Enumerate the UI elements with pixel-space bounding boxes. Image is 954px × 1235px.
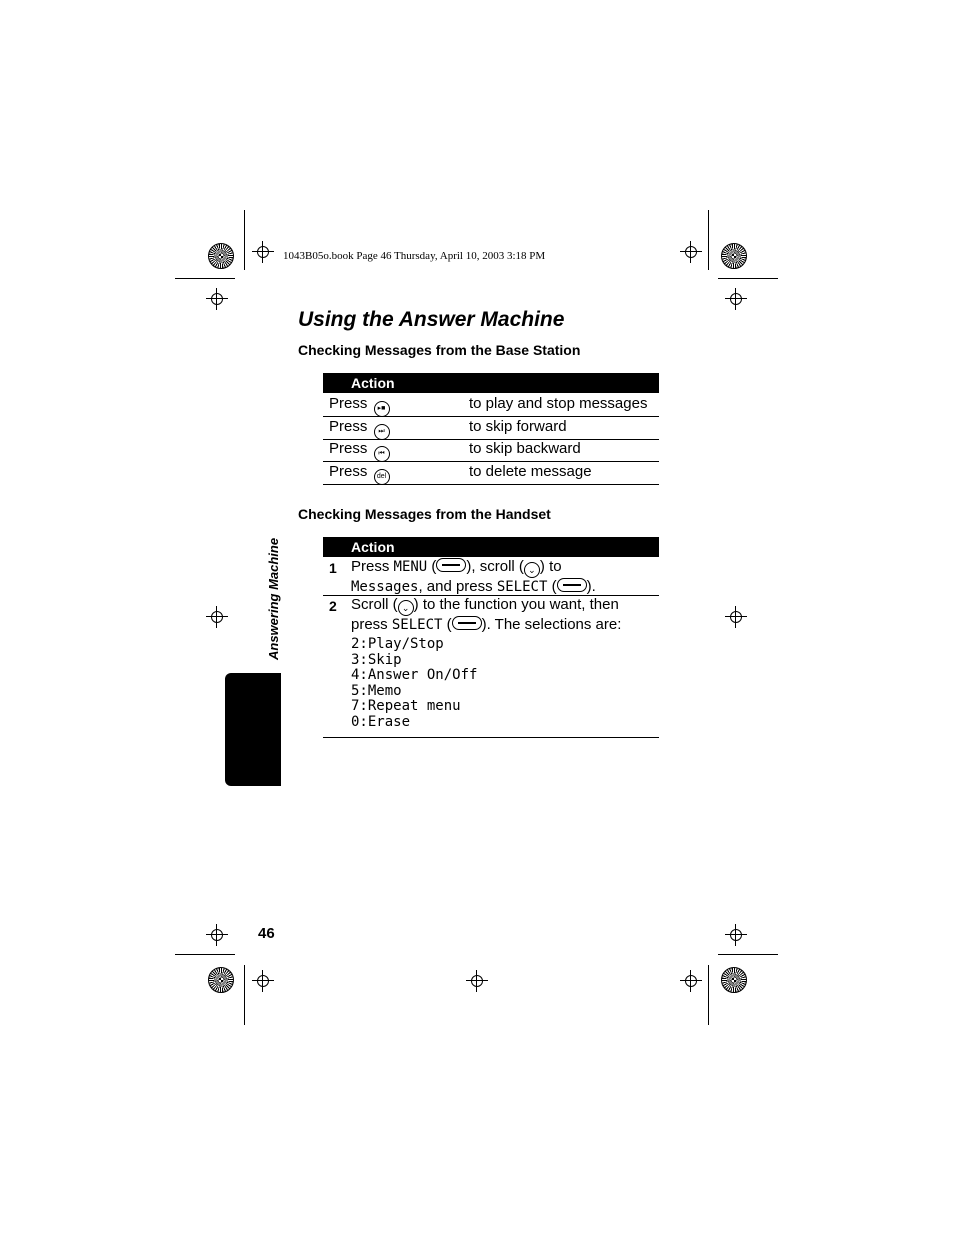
table-header [323, 537, 659, 557]
registration-target-icon [211, 611, 223, 623]
nav-key-icon: ⌄ [524, 562, 540, 578]
step-text: , and press [418, 578, 493, 595]
step-number: 1 [329, 560, 337, 576]
skip-forward-icon: ⏭ [374, 424, 390, 440]
handset-heading: Checking Messages from the Handset [298, 506, 551, 522]
list-item: 0:Erase [351, 713, 411, 730]
section-thumb-tab [225, 673, 281, 786]
row-description: to delete message [469, 463, 592, 480]
step-text: ) to [539, 558, 562, 575]
crop-mark [718, 954, 778, 955]
table-row [323, 394, 659, 417]
registration-target-icon [257, 975, 269, 987]
list-item: 3:Skip [351, 651, 402, 668]
row-left [329, 418, 390, 440]
row-description: to play and stop messages [469, 395, 648, 412]
page-number: 46 [258, 925, 275, 942]
row-left [329, 440, 390, 462]
registration-star-icon [721, 967, 747, 993]
select-softkey-label: SELECT [391, 617, 443, 633]
crop-mark [708, 965, 709, 1025]
registration-star-icon [721, 243, 747, 269]
table-row [323, 417, 659, 440]
registration-star-icon [208, 243, 234, 269]
menu-softkey-label: MENU [393, 559, 428, 575]
crop-mark [244, 210, 245, 270]
crop-mark [175, 278, 235, 279]
registration-target-icon [211, 929, 223, 941]
softkey-button-icon [436, 558, 466, 572]
step-text: ), scroll ( [466, 558, 524, 575]
table-header [323, 373, 659, 393]
row-left [329, 463, 390, 485]
book-header: 1043B05o.book Page 46 Thursday, April 10, 2003 3:18 PM [283, 250, 546, 262]
crop-mark [718, 278, 778, 279]
crop-mark [175, 954, 235, 955]
crop-mark [708, 210, 709, 270]
base-station-heading: Checking Messages from the Base Station [298, 342, 581, 358]
table-header-label: Action [351, 539, 395, 555]
step-text: Press [351, 558, 390, 575]
delete-icon: del [374, 469, 390, 485]
step-text: ). The selections are: [481, 616, 622, 633]
press-label: Press [329, 418, 368, 435]
table-row [323, 439, 659, 462]
list-item: 7:Repeat menu [351, 698, 461, 715]
skip-backward-icon: ⏮ [374, 446, 390, 462]
registration-star-icon [208, 967, 234, 993]
step-number: 2 [329, 598, 337, 614]
registration-target-icon [730, 293, 742, 305]
crop-mark [244, 965, 245, 1025]
list-item: 5:Memo [351, 682, 402, 699]
row-divider [323, 737, 659, 738]
registration-target-icon [685, 246, 697, 258]
select-softkey-label: SELECT [496, 579, 548, 595]
step-1-text: Press MENU ( ), scroll ( ⌄ ) to Messages, and press SELECT ( ). [351, 558, 596, 595]
registration-target-icon [211, 293, 223, 305]
row-left [329, 395, 390, 417]
registration-target-icon [730, 611, 742, 623]
selection-list [351, 637, 477, 731]
play-stop-icon: ▸■ [374, 401, 390, 417]
press-label: Press [329, 395, 368, 412]
step-text: ). [586, 578, 596, 595]
nav-key-icon: ⌄ [398, 600, 414, 616]
step-text: Scroll ( [351, 596, 398, 613]
press-label: Press [329, 463, 368, 480]
row-description: to skip forward [469, 418, 567, 435]
registration-target-icon [730, 929, 742, 941]
step-text: ) to the function you want, then [413, 596, 619, 613]
section-side-label: Answering Machine [266, 537, 281, 660]
press-label: Press [329, 440, 368, 457]
table-row [323, 462, 659, 485]
registration-target-icon [471, 975, 483, 987]
list-item: 4:Answer On/Off [351, 667, 478, 684]
softkey-button-icon [557, 578, 587, 592]
softkey-button-icon [452, 616, 482, 630]
step-2-text: Scroll ( ⌄ ) to the function you want, then press SELECT ( ). The selections are: [351, 596, 622, 633]
row-description: to skip backward [469, 440, 581, 457]
step-text: press [351, 616, 388, 633]
messages-menu-label: Messages [351, 579, 419, 595]
registration-target-icon [257, 246, 269, 258]
list-item: 2:Play/Stop [351, 636, 444, 652]
table-header-label: Action [351, 375, 395, 391]
page-title: Using the Answer Machine [298, 308, 565, 331]
registration-target-icon [685, 975, 697, 987]
